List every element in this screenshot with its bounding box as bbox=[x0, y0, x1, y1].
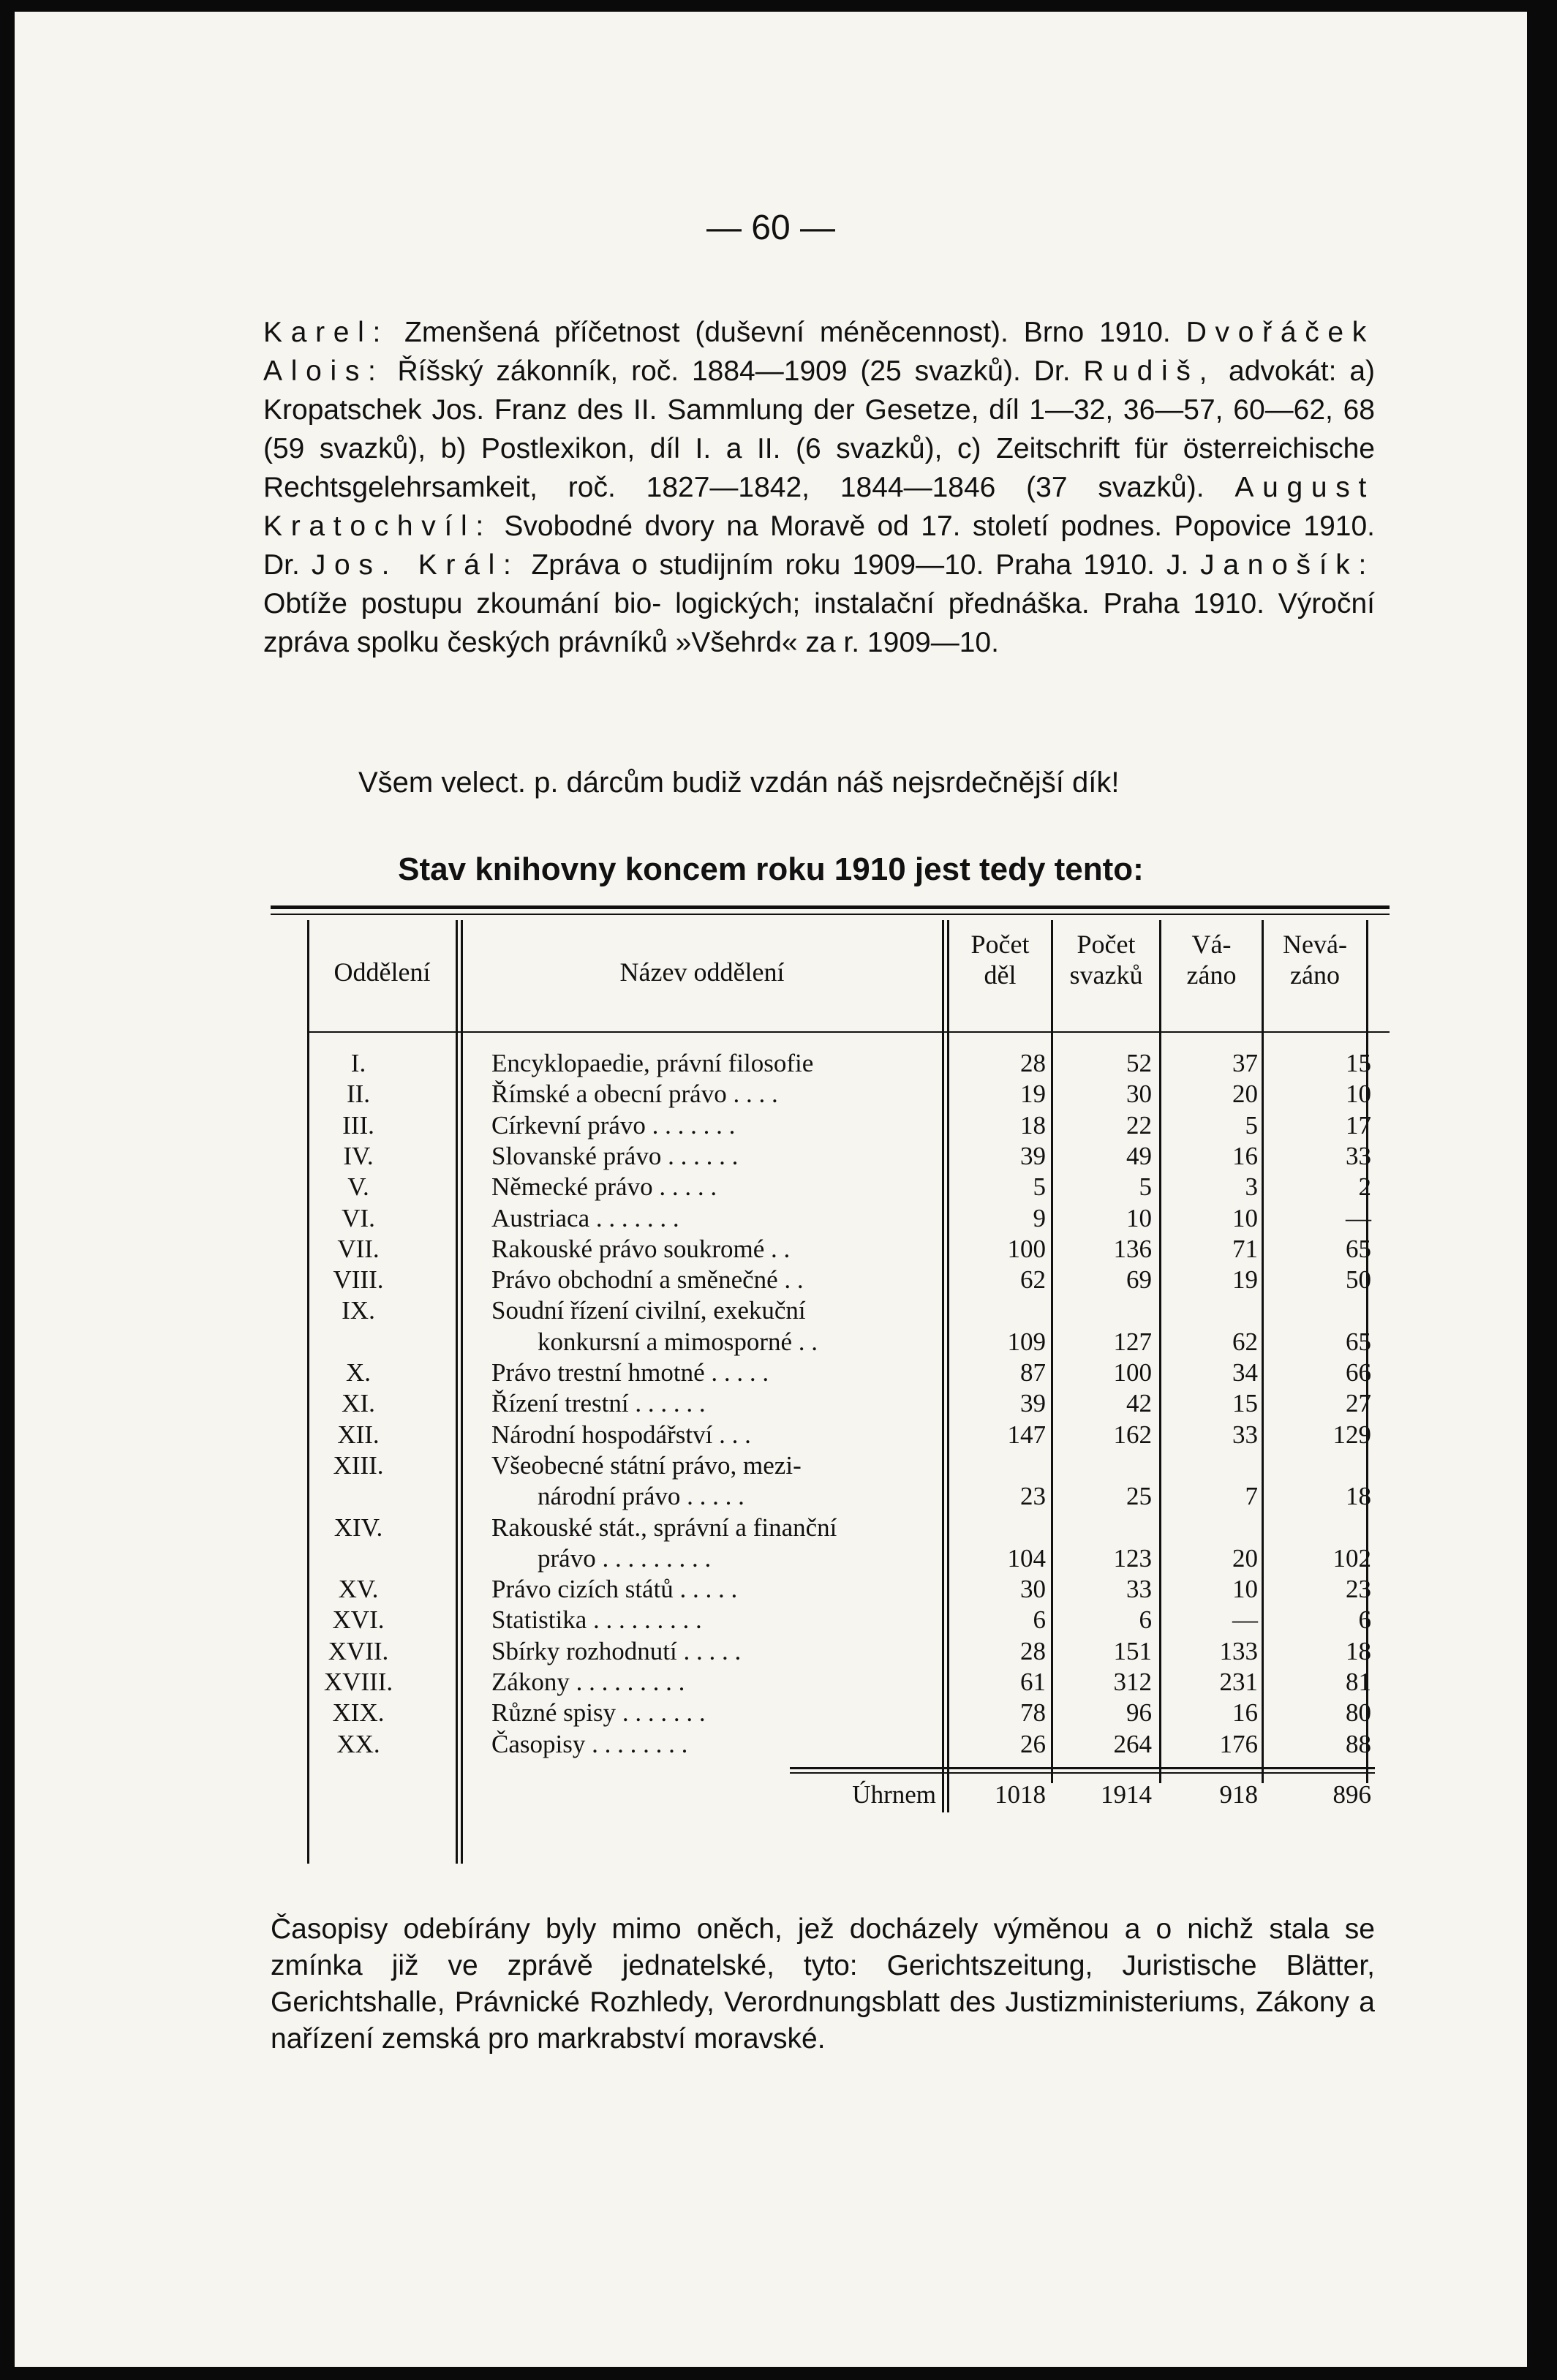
row-number: X. bbox=[345, 1358, 372, 1387]
row-pocet-svazku: 10 bbox=[1126, 1203, 1152, 1232]
row-nevazano: 65 bbox=[1346, 1234, 1371, 1263]
row-pocet-svazku: 49 bbox=[1126, 1141, 1152, 1170]
row-name: Časopisy . . . . . . . . bbox=[491, 1729, 688, 1758]
row-nevazano: 6 bbox=[1358, 1605, 1371, 1635]
row-vazano: 62 bbox=[1232, 1327, 1258, 1356]
row-pocet-del: 87 bbox=[1020, 1358, 1046, 1387]
row-nevazano: 80 bbox=[1346, 1698, 1371, 1728]
row-name: národní právo . . . . . bbox=[538, 1482, 744, 1511]
table-row bbox=[15, 1265, 1527, 1296]
row-number: V. bbox=[347, 1172, 369, 1202]
table-heading: Stav knihovny koncem roku 1910 jest tedy tento: bbox=[398, 851, 1144, 887]
row-pocet-svazku: 25 bbox=[1126, 1482, 1152, 1511]
row-number: VI. bbox=[342, 1203, 375, 1232]
row-nevazano: 23 bbox=[1346, 1575, 1371, 1604]
author-name: August Kratochvíl: bbox=[263, 472, 1375, 542]
header-nevazano: Nevá- záno bbox=[1283, 930, 1347, 990]
row-pocet-del: 109 bbox=[1007, 1327, 1046, 1356]
row-pocet-del: 6 bbox=[1033, 1605, 1046, 1635]
row-pocet-del: 23 bbox=[1020, 1482, 1046, 1511]
row-name: Církevní právo . . . . . . . bbox=[491, 1110, 736, 1140]
row-pocet-svazku: 30 bbox=[1126, 1080, 1152, 1109]
row-vazano: 15 bbox=[1232, 1389, 1258, 1418]
book-page bbox=[15, 12, 1527, 2367]
row-pocet-del: 61 bbox=[1020, 1668, 1046, 1696]
row-pocet-svazku: 312 bbox=[1113, 1668, 1152, 1696]
row-name: Právo obchodní a směnečné . . bbox=[491, 1265, 804, 1295]
page-number: — 60 — bbox=[706, 208, 836, 247]
row-name: Rakouské stát., správní a finanční bbox=[491, 1513, 837, 1542]
row-pocet-del: 26 bbox=[1020, 1729, 1046, 1758]
table-row bbox=[15, 1513, 1527, 1544]
row-name: Různé spisy . . . . . . . bbox=[491, 1698, 706, 1728]
row-pocet-del: 100 bbox=[1007, 1234, 1046, 1263]
row-name: Encyklopaedie, právní filosofie bbox=[491, 1049, 814, 1077]
row-vazano: 16 bbox=[1232, 1141, 1258, 1170]
row-pocet-svazku: 52 bbox=[1126, 1049, 1152, 1077]
row-number: XVI. bbox=[332, 1605, 385, 1635]
table-row bbox=[15, 1451, 1527, 1482]
row-vazano: 16 bbox=[1232, 1698, 1258, 1728]
row-number: VIII. bbox=[333, 1265, 384, 1295]
row-pocet-svazku: 123 bbox=[1113, 1543, 1152, 1573]
row-nevazano: 66 bbox=[1346, 1358, 1371, 1387]
row-name: Zákony . . . . . . . . . bbox=[491, 1668, 685, 1696]
row-number: III. bbox=[342, 1110, 374, 1140]
row-nevazano: 18 bbox=[1346, 1636, 1371, 1665]
row-pocet-del: 104 bbox=[1007, 1543, 1046, 1573]
author-name: Janošík: bbox=[1200, 549, 1375, 581]
table-row bbox=[15, 1605, 1527, 1636]
total-vazano: 918 bbox=[1219, 1780, 1258, 1809]
row-pocet-svazku: 96 bbox=[1126, 1698, 1152, 1728]
table-row bbox=[15, 1420, 1527, 1451]
row-pocet-del: 18 bbox=[1020, 1110, 1046, 1140]
row-pocet-svazku: 6 bbox=[1139, 1605, 1152, 1635]
row-pocet-svazku: 162 bbox=[1113, 1420, 1152, 1449]
row-nevazano: 10 bbox=[1346, 1080, 1371, 1109]
row-pocet-del: 78 bbox=[1020, 1698, 1046, 1728]
row-nevazano: 33 bbox=[1346, 1141, 1371, 1170]
row-number: XIII. bbox=[333, 1450, 384, 1480]
total-label: Úhrnem bbox=[852, 1780, 936, 1809]
table-row bbox=[15, 1698, 1527, 1729]
table-row bbox=[15, 1358, 1527, 1389]
table-row bbox=[15, 1668, 1527, 1698]
row-name: právo . . . . . . . . . bbox=[538, 1543, 712, 1573]
row-pocet-del: 28 bbox=[1020, 1636, 1046, 1665]
row-nevazano: 65 bbox=[1346, 1327, 1371, 1356]
row-pocet-svazku: 42 bbox=[1126, 1389, 1152, 1418]
row-vazano: 10 bbox=[1232, 1575, 1258, 1604]
row-vazano: 34 bbox=[1232, 1358, 1258, 1387]
row-name: Rakouské právo soukromé . . bbox=[491, 1234, 791, 1263]
row-name: Austriaca . . . . . . . bbox=[491, 1203, 679, 1232]
row-name: Právo trestní hmotné . . . . . bbox=[491, 1358, 769, 1387]
row-name: konkursní a mimosporné . . bbox=[538, 1327, 818, 1356]
row-pocet-svazku: 127 bbox=[1113, 1327, 1152, 1356]
table-row bbox=[15, 1049, 1527, 1080]
row-pocet-del: 9 bbox=[1033, 1203, 1046, 1232]
row-vazano: 20 bbox=[1232, 1080, 1258, 1109]
row-pocet-del: 147 bbox=[1007, 1420, 1046, 1449]
row-name: Slovanské právo . . . . . . bbox=[491, 1141, 739, 1170]
row-vazano: — bbox=[1232, 1605, 1258, 1635]
total-nevazano: 896 bbox=[1332, 1780, 1371, 1809]
row-vazano: 37 bbox=[1232, 1049, 1258, 1077]
row-pocet-svazku: 33 bbox=[1126, 1575, 1152, 1604]
row-name: Řízení trestní . . . . . . bbox=[491, 1389, 706, 1418]
row-name: Statistika . . . . . . . . . bbox=[491, 1605, 702, 1635]
row-nevazano: 17 bbox=[1346, 1110, 1371, 1140]
row-number: XII. bbox=[337, 1420, 380, 1449]
row-pocet-svazku: 5 bbox=[1139, 1172, 1152, 1202]
row-name: Římské a obecní právo . . . . bbox=[491, 1080, 778, 1109]
author-name: Jos. Král: bbox=[311, 549, 520, 581]
author-name: Karel: bbox=[263, 317, 390, 348]
total-del: 1018 bbox=[995, 1780, 1046, 1809]
header-pocet-del: Počet děl bbox=[970, 930, 1030, 990]
table-row bbox=[15, 1637, 1527, 1668]
table-top-rule bbox=[271, 905, 1390, 909]
row-vazano: 176 bbox=[1219, 1729, 1258, 1758]
row-vazano: 231 bbox=[1219, 1668, 1258, 1696]
row-pocet-del: 28 bbox=[1020, 1049, 1046, 1077]
row-pocet-svazku: 69 bbox=[1126, 1265, 1152, 1295]
row-number: XVII. bbox=[328, 1636, 389, 1665]
row-nevazano: 15 bbox=[1346, 1049, 1371, 1077]
row-number: II. bbox=[346, 1080, 371, 1109]
header-pocet-svazku: Počet svazků bbox=[1069, 930, 1143, 990]
header-nazev: Název oddělení bbox=[619, 957, 785, 987]
row-vazano: 19 bbox=[1232, 1265, 1258, 1295]
row-nevazano: 50 bbox=[1346, 1265, 1371, 1295]
row-nevazano: 129 bbox=[1332, 1420, 1371, 1449]
row-pocet-del: 39 bbox=[1020, 1389, 1046, 1418]
table-row bbox=[15, 1328, 1527, 1358]
total-svazku: 1914 bbox=[1101, 1780, 1152, 1809]
row-number: XV. bbox=[338, 1575, 379, 1604]
acknowledgement-paragraph: Karel: Zmenšená příčetnost (duševní méněcennost). Brno 1910. Dvořáček Alois: Říšský zákonník, roč. 1884—1909 (25 svazků). Dr. Rudiš, advokát: a) Kropatschek Jos. Franz des II. Sammlung der Gesetze, díl 1—32, 36—57, 60—62, 68 (59 svazků), b) Postlexikon, díl I. a II. (6 svazků), c) Zeitschrift für österreichische Rechtsgelehrsamkeit, roč. 1827—1842, 1844—1846 (37 svazků). August Kratochvíl: Svobodné dvory na Moravě od 17. století podnes. Popovice 1910. Dr. Jos. Král: Zpráva o studijním roku 1909—10. Praha 1910. J. Janošík: Obtíže postupu zkoumání bio- logických; instalační přednáška. Praha 1910. Výroční zpráva spolku českých právníků »Všehrd« za r. 1909—10. bbox=[263, 317, 1376, 658]
table-row bbox=[15, 1296, 1527, 1327]
row-number: XI. bbox=[342, 1389, 375, 1418]
row-name: Všeobecné státní právo, mezi- bbox=[491, 1450, 802, 1480]
table-row bbox=[15, 1172, 1527, 1203]
row-nevazano: 88 bbox=[1346, 1729, 1371, 1758]
row-nevazano: — bbox=[1346, 1203, 1371, 1232]
row-number: XVIII. bbox=[323, 1668, 393, 1696]
row-pocet-svazku: 151 bbox=[1113, 1636, 1152, 1665]
row-name: Národní hospodářství . . . bbox=[491, 1420, 751, 1449]
row-number: XIV. bbox=[333, 1513, 383, 1542]
row-name: Německé právo . . . . . bbox=[491, 1172, 717, 1202]
header-vazano: Vá- záno bbox=[1186, 930, 1237, 990]
table-row bbox=[15, 1389, 1527, 1420]
row-pocet-svazku: 22 bbox=[1126, 1110, 1152, 1140]
row-nevazano: 2 bbox=[1358, 1172, 1371, 1202]
row-pocet-del: 39 bbox=[1020, 1141, 1046, 1170]
row-nevazano: 27 bbox=[1346, 1389, 1371, 1418]
table-row bbox=[15, 1235, 1527, 1265]
table-header-rule bbox=[307, 1031, 1390, 1033]
row-name: Sbírky rozhodnutí . . . . . bbox=[491, 1636, 742, 1665]
table-row bbox=[15, 1575, 1527, 1605]
row-vazano: 10 bbox=[1232, 1203, 1258, 1232]
row-vazano: 5 bbox=[1245, 1110, 1258, 1140]
table-row bbox=[15, 1204, 1527, 1235]
row-pocet-svazku: 136 bbox=[1113, 1234, 1152, 1263]
author-name: Dvořáček Alois: bbox=[263, 317, 1376, 387]
row-number: XX. bbox=[336, 1729, 380, 1758]
table-row bbox=[15, 1730, 1527, 1760]
table-row bbox=[15, 1544, 1527, 1575]
row-number: IV. bbox=[343, 1141, 374, 1170]
row-pocet-svazku: 100 bbox=[1113, 1358, 1152, 1387]
row-pocet-svazku: 264 bbox=[1113, 1729, 1152, 1758]
row-pocet-del: 30 bbox=[1020, 1575, 1046, 1604]
thanks-line: Všem velect. p. dárcům budiž vzdán náš nejsrdečnější dík! bbox=[358, 767, 1120, 799]
total-rule bbox=[790, 1767, 1375, 1769]
row-number: I. bbox=[350, 1049, 366, 1077]
row-vazano: 33 bbox=[1232, 1420, 1258, 1449]
row-vazano: 20 bbox=[1232, 1543, 1258, 1573]
row-name: Právo cizích států . . . . . bbox=[491, 1575, 738, 1604]
row-pocet-del: 19 bbox=[1020, 1080, 1046, 1109]
row-vazano: 133 bbox=[1219, 1636, 1258, 1665]
row-pocet-del: 5 bbox=[1033, 1172, 1046, 1202]
row-pocet-del: 62 bbox=[1020, 1265, 1046, 1295]
total-rule-thin bbox=[790, 1772, 1375, 1774]
row-vazano: 71 bbox=[1232, 1234, 1258, 1263]
row-name: Soudní řízení civilní, exekuční bbox=[491, 1296, 806, 1325]
row-number: VII. bbox=[337, 1234, 380, 1263]
row-nevazano: 102 bbox=[1332, 1543, 1371, 1573]
table-row bbox=[15, 1080, 1527, 1110]
table-row bbox=[15, 1142, 1527, 1172]
table-row bbox=[15, 1482, 1527, 1513]
row-vazano: 7 bbox=[1245, 1482, 1258, 1511]
footer-paragraph: Časopisy odebírány byly mimo oněch, jež docházely výměnou a o nichž stala se zmínka již ve zprávě jednatelské, tyto: Gerichtszeitung, Juristische Blätter, Gerichtshalle, Právnické Rozhledy, Verordnungsblatt des Justizministeriums, Zákony a nařízení zemská pro markrabství moravské. bbox=[271, 1913, 1375, 2055]
row-number: XIX. bbox=[332, 1698, 385, 1728]
row-nevazano: 18 bbox=[1346, 1482, 1371, 1511]
row-nevazano: 81 bbox=[1346, 1668, 1371, 1696]
table-top-rule-thin bbox=[271, 914, 1390, 915]
row-number: IX. bbox=[342, 1296, 375, 1325]
table-row bbox=[15, 1111, 1527, 1142]
row-vazano: 3 bbox=[1245, 1172, 1258, 1202]
author-name: Rudiš, bbox=[1083, 355, 1216, 387]
header-oddeleni: Oddělení bbox=[333, 957, 431, 987]
